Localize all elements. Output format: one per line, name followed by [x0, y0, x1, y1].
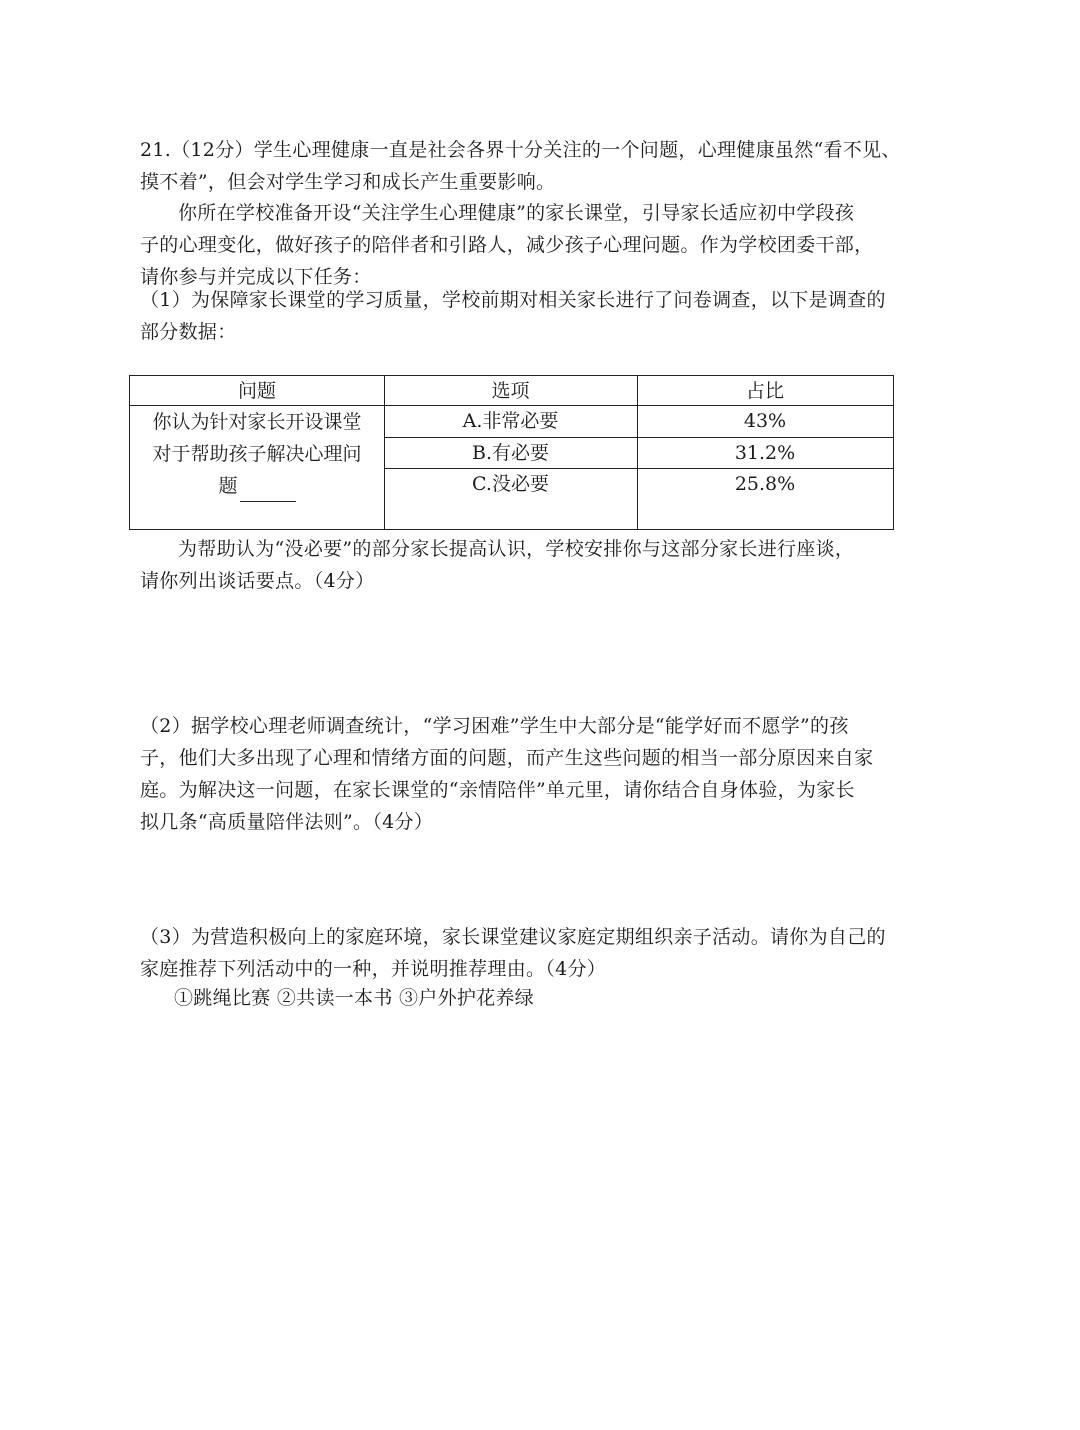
- text-line: ①跳绳比赛 ②共读一本书 ③户外护花养绿: [174, 987, 535, 1009]
- text-line: 家庭推荐下列活动中的一种，并说明推荐理由。（4分）: [140, 958, 607, 980]
- table-header-option: 选项: [491, 380, 530, 402]
- question-background: [140, 197, 873, 293]
- text-line: 题: [218, 475, 238, 497]
- part-3-prompt: [140, 921, 886, 985]
- table-row-ratio: 25.8%: [734, 473, 796, 495]
- text-line: （3）为营造积极向上的家庭环境，家长课堂建议家庭定期组织亲子活动。请你为自己的: [140, 926, 886, 948]
- table-header-question: 问题: [237, 380, 276, 402]
- activity-options: [174, 982, 534, 1014]
- part-2-prompt: [140, 710, 873, 838]
- text-line: 庭。为解决这一问题，在家长课堂的“亲情陪伴”单元里，请你结合自身体验，为家长: [140, 779, 855, 801]
- text-line: 请你列出谈话要点。（4分）: [140, 570, 375, 592]
- text-line: 拟几条“高质量陪伴法则”。（4分）: [140, 811, 434, 833]
- text-line: （2）据学校心理老师调查统计，“学习困难”学生中大部分是“能学好而不愿学”的孩: [140, 715, 849, 737]
- table-question-cell: [130, 406, 384, 502]
- text-line: 你所在学校准备开设“关注学生心理健康”的家长课堂，引导家长适应初中学段孩: [178, 202, 855, 224]
- table-row-option: A.非常必要: [462, 410, 559, 432]
- text-line: （1）为保障家长课堂的学习质量，学校前期对相关家长进行了问卷调查，以下是调查的: [140, 289, 886, 311]
- table-row-ratio: 31.2%: [734, 442, 796, 464]
- text-line: 请你参与并完成以下任务：: [140, 266, 372, 288]
- question-intro: [140, 134, 901, 198]
- part-1-task: [140, 533, 854, 597]
- text-line: 你认为针对家长开设课堂: [152, 411, 362, 433]
- text-line: 21.（12分）学生心理健康一直是社会各界十分关注的一个问题，心理健康虽然“看不见、: [140, 139, 901, 161]
- part-1-prompt: [140, 284, 886, 348]
- text-line: 为帮助认为“没必要”的部分家长提高认识，学校安排你与这部分家长进行座谈，: [178, 538, 855, 560]
- table-row-option: C.没必要: [472, 473, 549, 495]
- table-row-option: B.有必要: [471, 442, 549, 464]
- text-line: 部分数据：: [140, 321, 237, 343]
- table-row-ratio: 43%: [743, 410, 787, 432]
- table-header-ratio: 占比: [745, 380, 784, 402]
- survey-table: [129, 375, 894, 530]
- text-line: 子，他们大多出现了心理和情绪方面的问题，而产生这些问题的相当一部分原因来自家: [140, 747, 874, 769]
- text-line: 对于帮助孩子解决心理问: [152, 443, 362, 465]
- text-line: 子的心理变化，做好孩子的陪伴者和引路人，减少孩子心理问题。作为学校团委干部，: [140, 234, 874, 256]
- answer-blank[interactable]: [240, 481, 296, 502]
- text-line: 摸不着”，但会对学生学习和成长产生重要影响。: [140, 171, 556, 193]
